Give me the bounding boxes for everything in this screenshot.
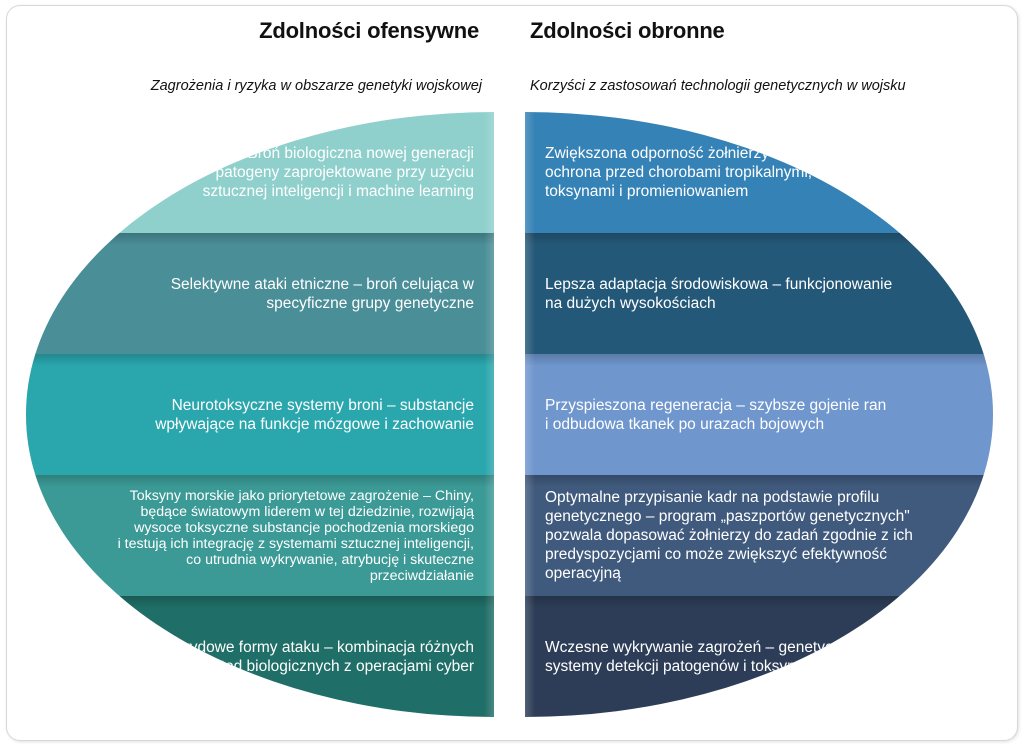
offensive-item-text: Neurotoksyczne systemy broni – substancje wpływające na funkcje mózgowe i zachowanie xyxy=(155,396,474,433)
offensive-band-3 xyxy=(26,354,494,475)
offensive-band-4 xyxy=(26,475,494,596)
right-title: Zdolności obronne xyxy=(530,18,725,43)
offensive-band-5 xyxy=(26,596,494,717)
offensive-band-2 xyxy=(26,233,494,354)
offensive-item-text: Toksyny morskie jako priorytetowe zagrożenie – Chiny, będące światowym liderem w tej dziedzinie, rozwijają wysoce toksyczne substancje pochodzenia morskiego i testują ich integrację z systemami sztucznej inteligencji, co utrudnia wykrywanie, atrybucję i skuteczne przeciwdziałanie xyxy=(117,487,474,584)
defensive-band-5 xyxy=(525,596,993,717)
defensive-half-circle xyxy=(525,112,993,717)
offensive-item-text: Broń biologiczna nowej generacji – patogeny zaprojektowane przy użyciu sztucznej inteligencji i machine learning xyxy=(202,145,474,200)
defensive-band-4 xyxy=(525,475,993,596)
offensive-item-text: Hybrydowe formy ataku – kombinacja różnych metod biologicznych z operacjami cyber xyxy=(156,638,474,675)
offensive-half-circle xyxy=(26,112,494,717)
defensive-item-text: Zwiększona odporność żołnierzy – ochrona przed chorobami tropikalnymi, toksynami i promieniowaniem xyxy=(545,145,813,200)
left-subtitle: Zagrożenia i ryzyka w obszarze genetyki wojskowej xyxy=(150,78,482,94)
defensive-band-2 xyxy=(525,233,993,354)
defensive-item-text: Przyspieszona regeneracja – szybsze gojenie ran i odbudowa tkanek po urazach bojowych xyxy=(545,396,887,433)
defensive-item-text: Optymalne przypisanie kadr na podstawie profilu genetycznego – program „paszportów genetycznych" pozwala dopasować żołnierzy do zadań zgodnie z ich predyspozycjami co może zwiększyć efektywność operacyjną xyxy=(545,489,913,582)
defensive-item-text: Wczesne wykrywanie zagrożeń – genetyczne systemy detekcji patogenów i toksyn xyxy=(545,638,858,675)
right-subtitle: Korzyści z zastosowań technologii genetycznych w wojsku xyxy=(530,78,906,94)
defensive-band-1 xyxy=(525,112,993,233)
defensive-band-3 xyxy=(525,354,993,475)
defensive-item-text: Lepsza adaptacja środowiskowa – funkcjonowanie na dużych wysokościach xyxy=(545,275,893,312)
offensive-item-text: Selektywne ataki etniczne – broń celująca w specyficzne grupy genetyczne xyxy=(170,275,474,312)
offensive-band-1 xyxy=(26,112,494,233)
left-title: Zdolności ofensywne xyxy=(259,18,479,43)
